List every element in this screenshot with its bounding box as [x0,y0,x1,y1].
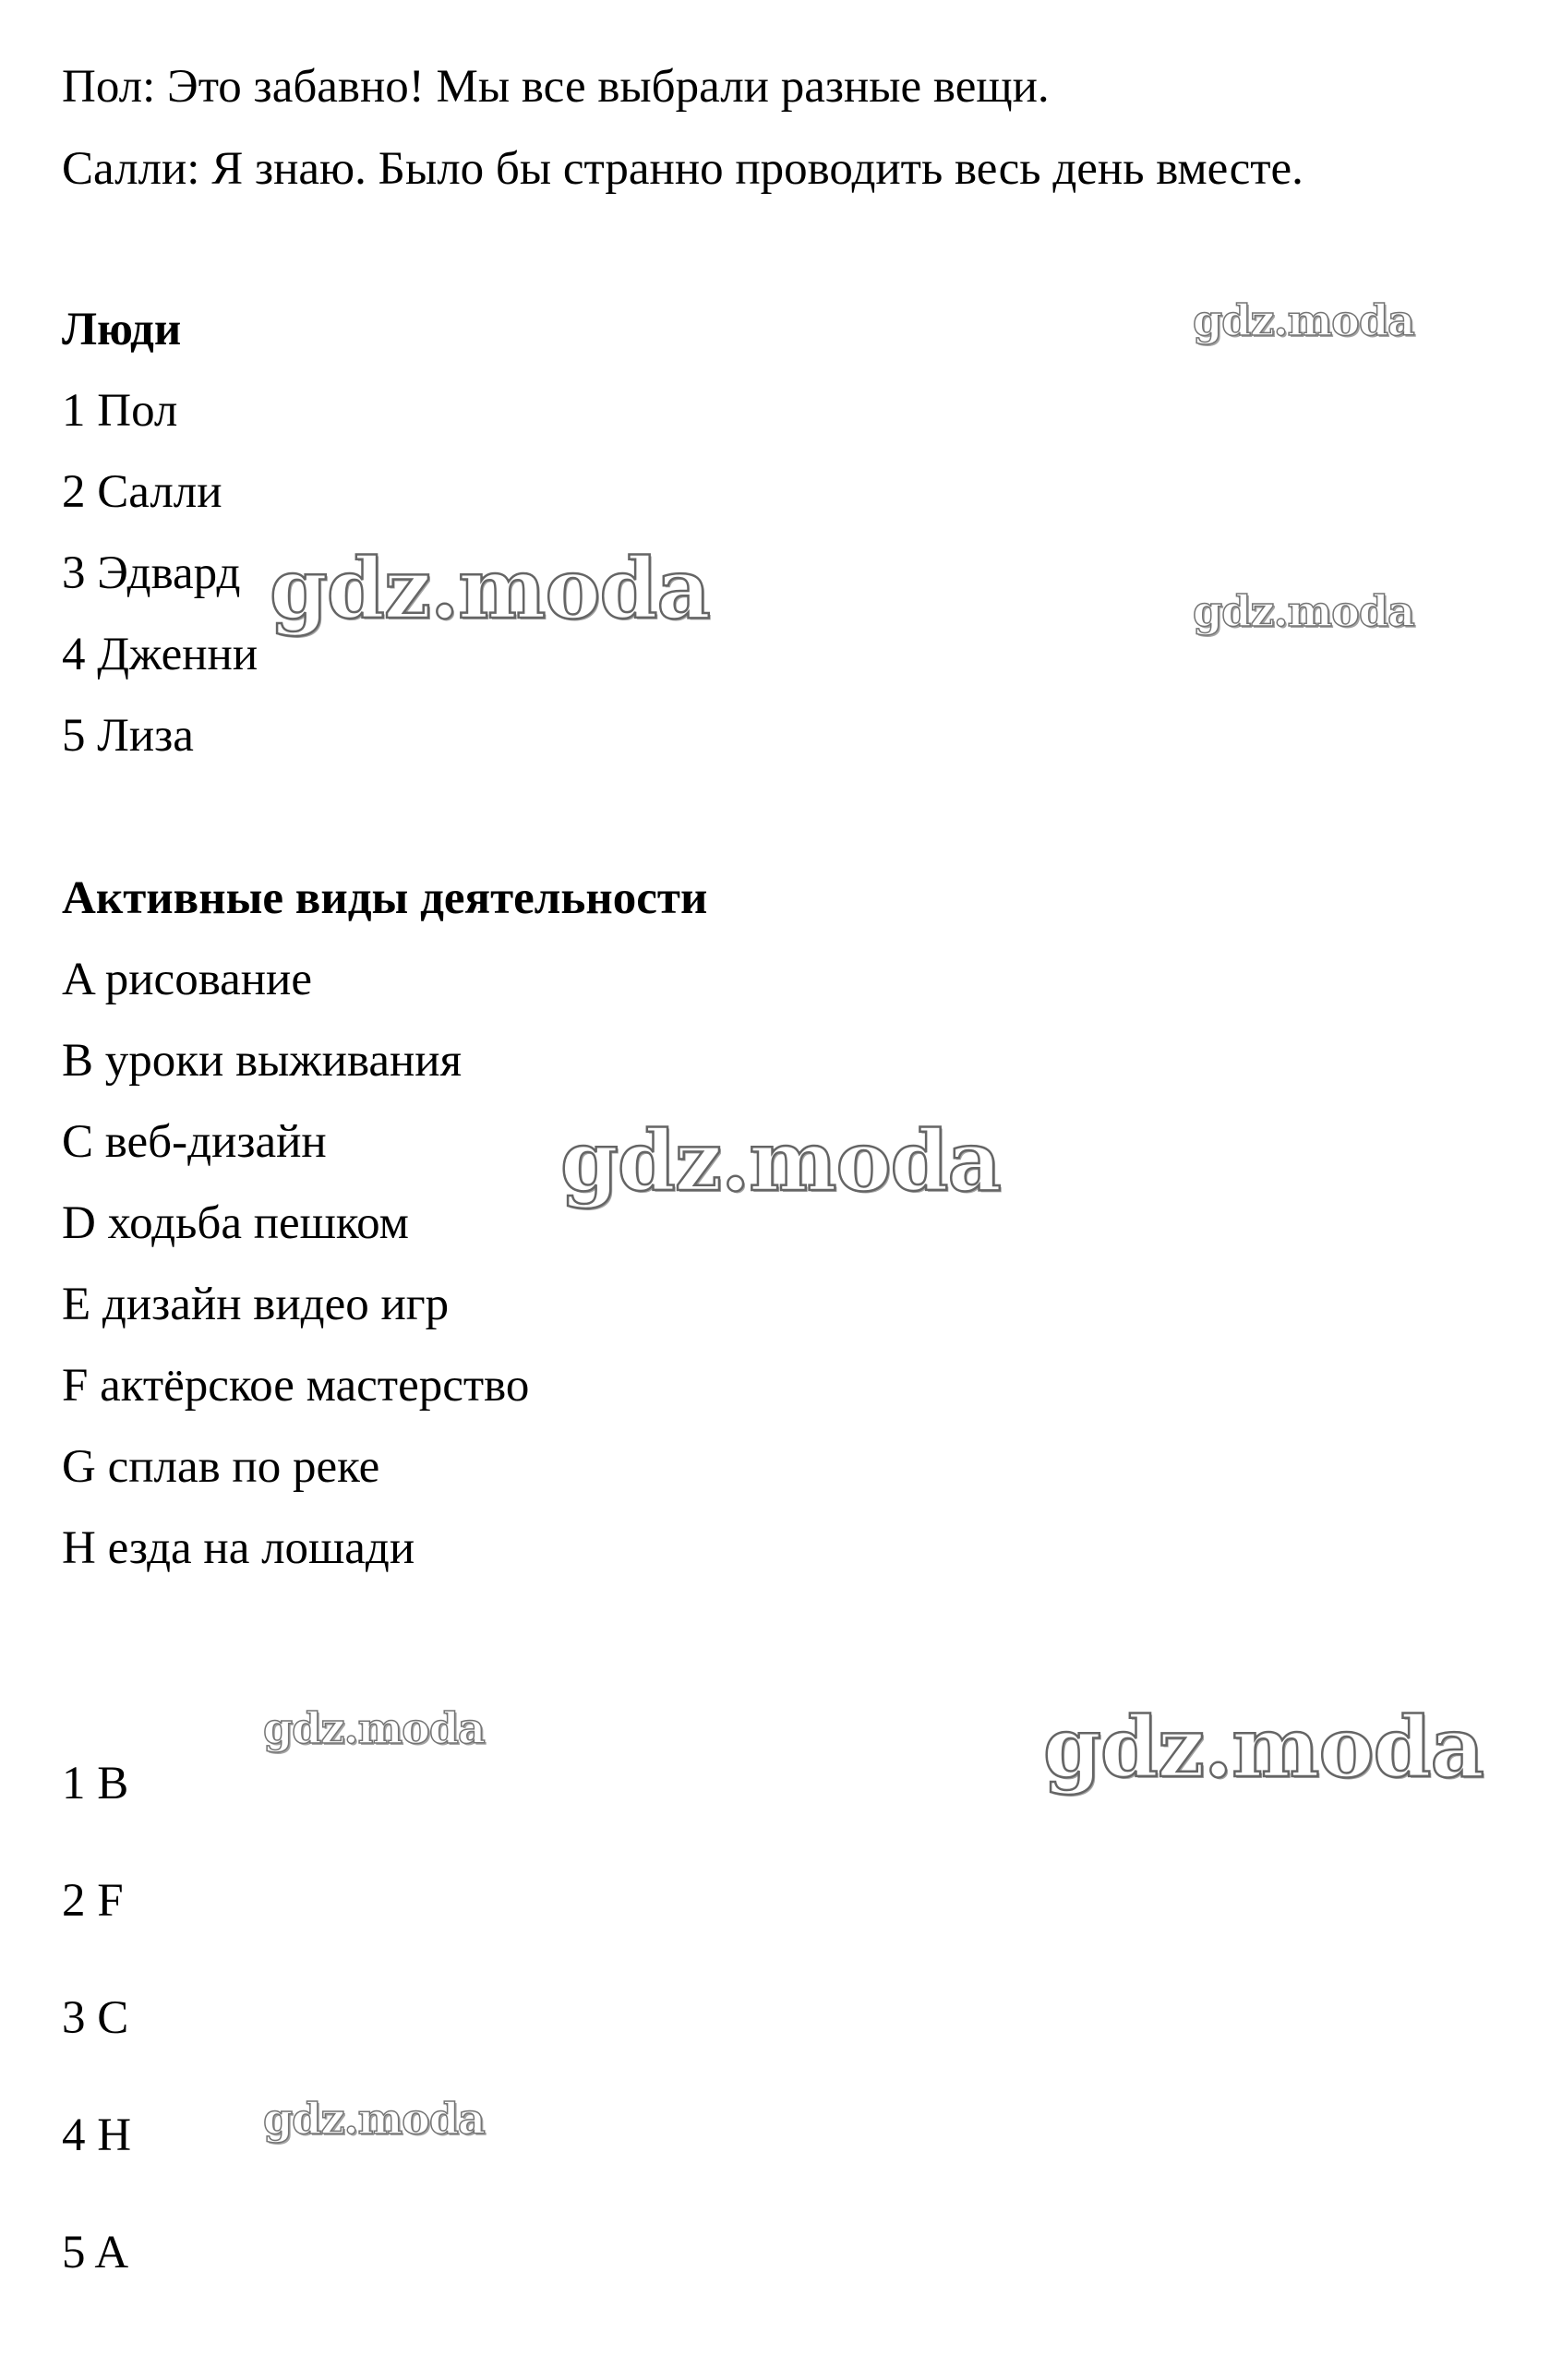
activity-item: E дизайн видео игр [62,1279,450,1330]
activity-item: C веб-дизайн [62,1116,327,1168]
dialogue-line-sally: Салли: Я знаю. Было бы странно проводить весь день вместе. [62,143,1304,195]
people-item: 2 Салли [62,466,222,518]
answer-item: 1 B [62,1758,129,1809]
watermark: gdz.moda [1043,1699,1484,1797]
answer-item: 2 F [62,1875,124,1927]
watermark: gdz.moda [560,1112,1001,1210]
watermark: gdz.moda [270,540,710,638]
people-item: 4 Дженни [62,629,258,680]
dialogue-line-paul: Пол: Это забавно! Мы все выбрали разные вещи. [62,61,1050,113]
activity-item: B уроки выживания [62,1035,463,1087]
answer-item: 4 H [62,2110,132,2161]
people-heading: Люди [62,304,182,355]
answer-item: 3 C [62,1992,129,2044]
people-item: 3 Эдвард [62,547,241,599]
activity-item: A рисование [62,954,312,1005]
people-item: 1 Пол [62,385,178,437]
watermark: gdz.moda [263,2094,485,2144]
watermark: gdz.moda [1193,586,1414,636]
activity-item: F актёрское мастерство [62,1360,530,1412]
activities-heading: Активные виды деятельности [62,872,708,924]
answer-item: 5 A [62,2227,129,2278]
watermark: gdz.moda [1193,295,1414,345]
activity-item: H езда на лошади [62,1522,415,1574]
activity-item: D ходьба пешком [62,1197,409,1249]
watermark: gdz.moda [263,1703,485,1753]
people-item: 5 Лиза [62,710,194,762]
activity-item: G сплав по реке [62,1441,380,1493]
